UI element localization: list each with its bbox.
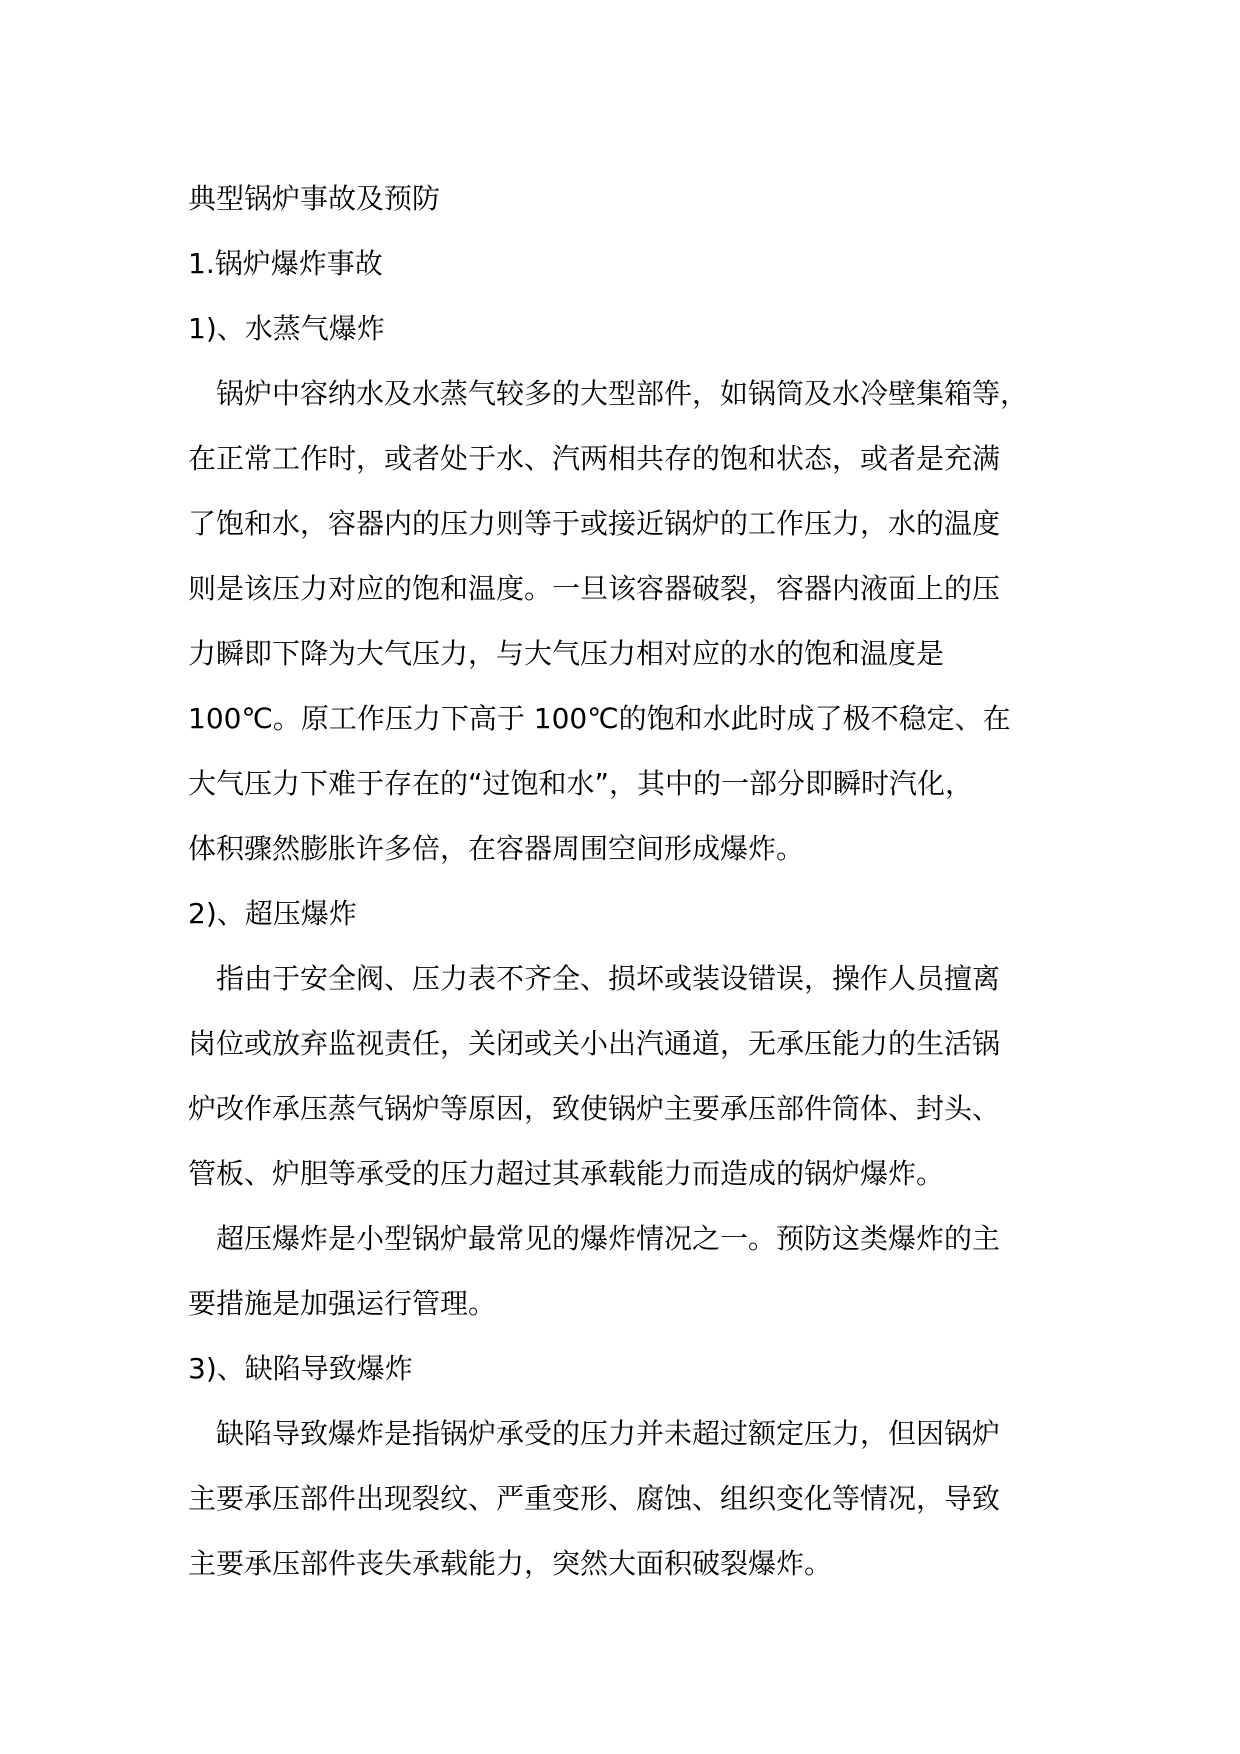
paragraph-line: 岗位或放弃监视责任，关闭或关小出汽通道，无承压能力的生活锅 (188, 1027, 1001, 1060)
paragraph (188, 361, 1088, 881)
paragraph-line: 要措施是加强运行管理。 (188, 1287, 497, 1320)
paragraph-line: 了饱和水，容器内的压力则等于或接近锅炉的工作压力，水的温度 (188, 507, 1001, 540)
paragraph-line: 指由于安全阀、压力表不齐全、损坏或装设错误，操作人员擅离 (216, 962, 1001, 995)
paragraph (188, 1401, 1088, 1596)
paragraph-line: 主要承压部件丧失承载能力，突然大面积破裂爆炸。 (188, 1547, 833, 1580)
paragraph-line: 则是该压力对应的饱和温度。一旦该容器破裂，容器内液面上的压 (188, 572, 1001, 605)
paragraph-line: 缺陷导致爆炸是指锅炉承受的压力并未超过额定压力，但因锅炉 (216, 1417, 1001, 1450)
paragraph-line: 主要承压部件出现裂纹、严重变形、腐蚀、组织变化等情况，导致 (188, 1482, 1001, 1515)
subsection-heading: 2)、超压爆炸 (188, 897, 357, 930)
section-heading: 1.锅炉爆炸事故 (188, 247, 383, 280)
paragraph-line: 力瞬即下降为大气压力，与大气压力相对应的水的饱和温度是 (188, 637, 945, 670)
paragraph-line: 锅炉中容纳水及水蒸气较多的大型部件，如锅筒及水冷壁集箱等， (216, 377, 1029, 410)
paragraph-line: 超压爆炸是小型锅炉最常见的爆炸情况之一。预防这类爆炸的主 (216, 1222, 1001, 1255)
paragraph (188, 946, 1088, 1206)
paragraph-line: 在正常工作时，或者处于水、汽两相共存的饱和状态，或者是充满 (188, 442, 1001, 475)
paragraph (188, 1206, 1088, 1336)
paragraph-line: 炉改作承压蒸气锅炉等原因，致使锅炉主要承压部件筒体、封头、 (188, 1092, 1001, 1125)
paragraph-line: 100℃。原工作压力下高于 100℃的饱和水此时成了极不稳定、在 (188, 702, 1011, 735)
paragraph-line: 大气压力下难于存在的“过饱和水”，其中的一部分即瞬时汽化， (188, 767, 974, 800)
subsection-heading: 3)、缺陷导致爆炸 (188, 1352, 413, 1385)
document-title: 典型锅炉事故及预防 (188, 182, 441, 215)
paragraph-line: 体积骤然膨胀许多倍，在容器周围空间形成爆炸。 (188, 832, 805, 865)
document-body (188, 166, 1088, 1596)
subsection-heading: 1)、水蒸气爆炸 (188, 312, 385, 345)
paragraph-line: 管板、炉胆等承受的压力超过其承载能力而造成的锅炉爆炸。 (188, 1157, 945, 1190)
